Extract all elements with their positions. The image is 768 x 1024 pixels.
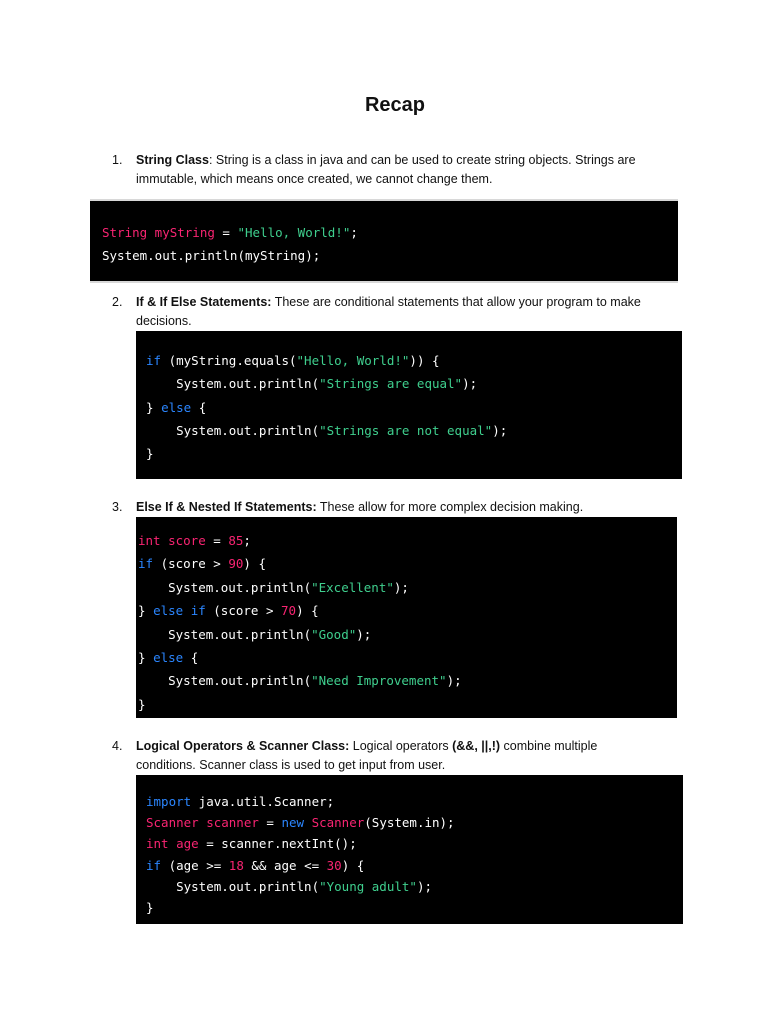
- code-line: [138, 552, 677, 575]
- code-line: [138, 623, 677, 646]
- code-token: java.util.Scanner;: [191, 794, 335, 809]
- code-token: (score >: [205, 603, 282, 619]
- code-line: [138, 646, 677, 669]
- code-token: ) {: [243, 556, 266, 572]
- code-line: [146, 855, 683, 876]
- code-token: 18: [228, 857, 244, 873]
- code-token: }: [146, 446, 154, 462]
- code-line: [146, 442, 682, 465]
- code-token: "Young adult": [319, 878, 417, 894]
- code-token: = scanner.nextInt();: [198, 836, 357, 852]
- code-line: [146, 349, 682, 372]
- code-line: [138, 669, 677, 692]
- code-token: Scanner: [311, 815, 365, 831]
- code-line: [138, 529, 677, 552]
- item-heading: Else If & Nested If Statements:: [136, 500, 317, 514]
- code-token: }: [138, 696, 146, 712]
- code-token: );: [446, 673, 462, 689]
- code-token: )) {: [409, 353, 440, 368]
- code-token: ;: [243, 533, 251, 548]
- code-token: "Need Improvement": [311, 673, 447, 689]
- code-token: new: [281, 815, 305, 831]
- code-token: 85: [228, 533, 244, 548]
- page-title: Recap: [364, 94, 426, 116]
- code-token: int age: [146, 836, 199, 852]
- code-token: else: [161, 399, 192, 415]
- code-token: System.out.println(: [138, 579, 312, 595]
- code-token: if: [146, 353, 162, 368]
- code-token: System.out.println(: [138, 673, 312, 689]
- list-number: 1.: [112, 153, 123, 167]
- item-description: : String is a class in java and can be used to create string objects. Strings are immutable, which means once created, we cannot change them.: [136, 153, 636, 186]
- code-token: ) {: [296, 603, 319, 619]
- code-line: [138, 576, 677, 599]
- code-token: int score: [138, 533, 206, 548]
- code-token: else: [153, 650, 184, 666]
- list-item-3: [112, 498, 652, 517]
- code-token: if: [146, 857, 162, 873]
- code-token: }: [138, 650, 154, 666]
- code-token: String myString: [102, 225, 215, 240]
- code-token: );: [416, 878, 432, 894]
- code-token: );: [356, 626, 372, 642]
- code-token: 30: [326, 857, 342, 873]
- code-line: [146, 833, 683, 854]
- code-block-3: [136, 517, 677, 718]
- code-token: =: [214, 225, 238, 240]
- code-token: {: [191, 399, 207, 415]
- code-token: (myString.equals(: [161, 353, 297, 368]
- logical-operators: (&&, ||,!): [452, 739, 501, 753]
- item-description: These allow for more complex decision making.: [316, 500, 584, 514]
- code-token: System.out.println(: [138, 626, 312, 642]
- list-item-text: [136, 151, 652, 189]
- code-line: [146, 419, 682, 442]
- code-token: else if: [153, 603, 206, 619]
- code-token: ) {: [341, 857, 365, 873]
- list-number: 2.: [112, 295, 123, 309]
- list-item-4: [112, 737, 652, 775]
- list-number: 3.: [112, 500, 123, 514]
- code-token: );: [393, 579, 409, 595]
- item-heading: If & If Else Statements:: [136, 295, 272, 309]
- code-token: }: [146, 900, 154, 916]
- code-token: =: [258, 815, 282, 831]
- code-token: );: [462, 376, 478, 392]
- code-token: "Good": [311, 626, 357, 642]
- code-line: [146, 396, 682, 419]
- code-token: "Strings are equal": [319, 376, 463, 392]
- code-line: [146, 372, 682, 395]
- item-description: combine multiple conditions. Scanner class is used to get input from user.: [136, 739, 598, 772]
- code-token: ;: [350, 225, 358, 240]
- code-line: [102, 221, 678, 244]
- code-token: "Excellent": [311, 579, 394, 595]
- code-token: {: [183, 650, 199, 666]
- list-item-1: [112, 151, 652, 189]
- item-description: These are conditional statements that allow your program to make decisions.: [136, 295, 641, 328]
- list-item-2: [112, 293, 652, 331]
- code-token: "Hello, World!": [296, 353, 410, 368]
- list-item-text: [136, 293, 652, 331]
- code-token: (System.in);: [364, 815, 455, 831]
- code-token: && age <=: [243, 857, 327, 873]
- code-block-4: [136, 775, 683, 924]
- code-line: [146, 876, 683, 897]
- item-heading: Logical Operators & Scanner Class:: [136, 739, 350, 753]
- code-token: (age >=: [161, 857, 229, 873]
- code-token: import: [146, 794, 192, 809]
- code-token: (score >: [153, 556, 229, 572]
- code-token: System.out.println(myString);: [102, 248, 321, 263]
- code-block-1: [90, 199, 678, 283]
- code-token: 90: [228, 556, 244, 572]
- code-token: if: [138, 556, 154, 572]
- item-heading: String Class: [136, 153, 209, 167]
- code-line: [146, 791, 683, 812]
- item-description: Logical operators: [349, 739, 453, 753]
- code-block-2: [136, 331, 682, 479]
- code-line: [138, 693, 677, 716]
- code-token: System.out.println(: [146, 376, 320, 392]
- code-token: );: [492, 422, 508, 438]
- code-token: System.out.println(: [146, 422, 320, 438]
- code-token: }: [146, 399, 162, 415]
- list-item-text: [136, 498, 652, 517]
- code-token: [304, 815, 312, 830]
- code-token: 70: [281, 603, 297, 619]
- code-token: "Strings are not equal": [319, 422, 493, 438]
- code-token: System.out.println(: [146, 878, 320, 894]
- list-item-text: [136, 737, 652, 775]
- list-number: 4.: [112, 739, 123, 753]
- code-token: Scanner scanner: [146, 815, 259, 831]
- code-token: =: [205, 533, 229, 548]
- code-line: [102, 244, 678, 267]
- code-line: [138, 599, 677, 622]
- code-line: [146, 812, 683, 833]
- code-token: }: [138, 603, 154, 619]
- code-line: [146, 897, 683, 918]
- code-token: "Hello, World!": [237, 225, 351, 240]
